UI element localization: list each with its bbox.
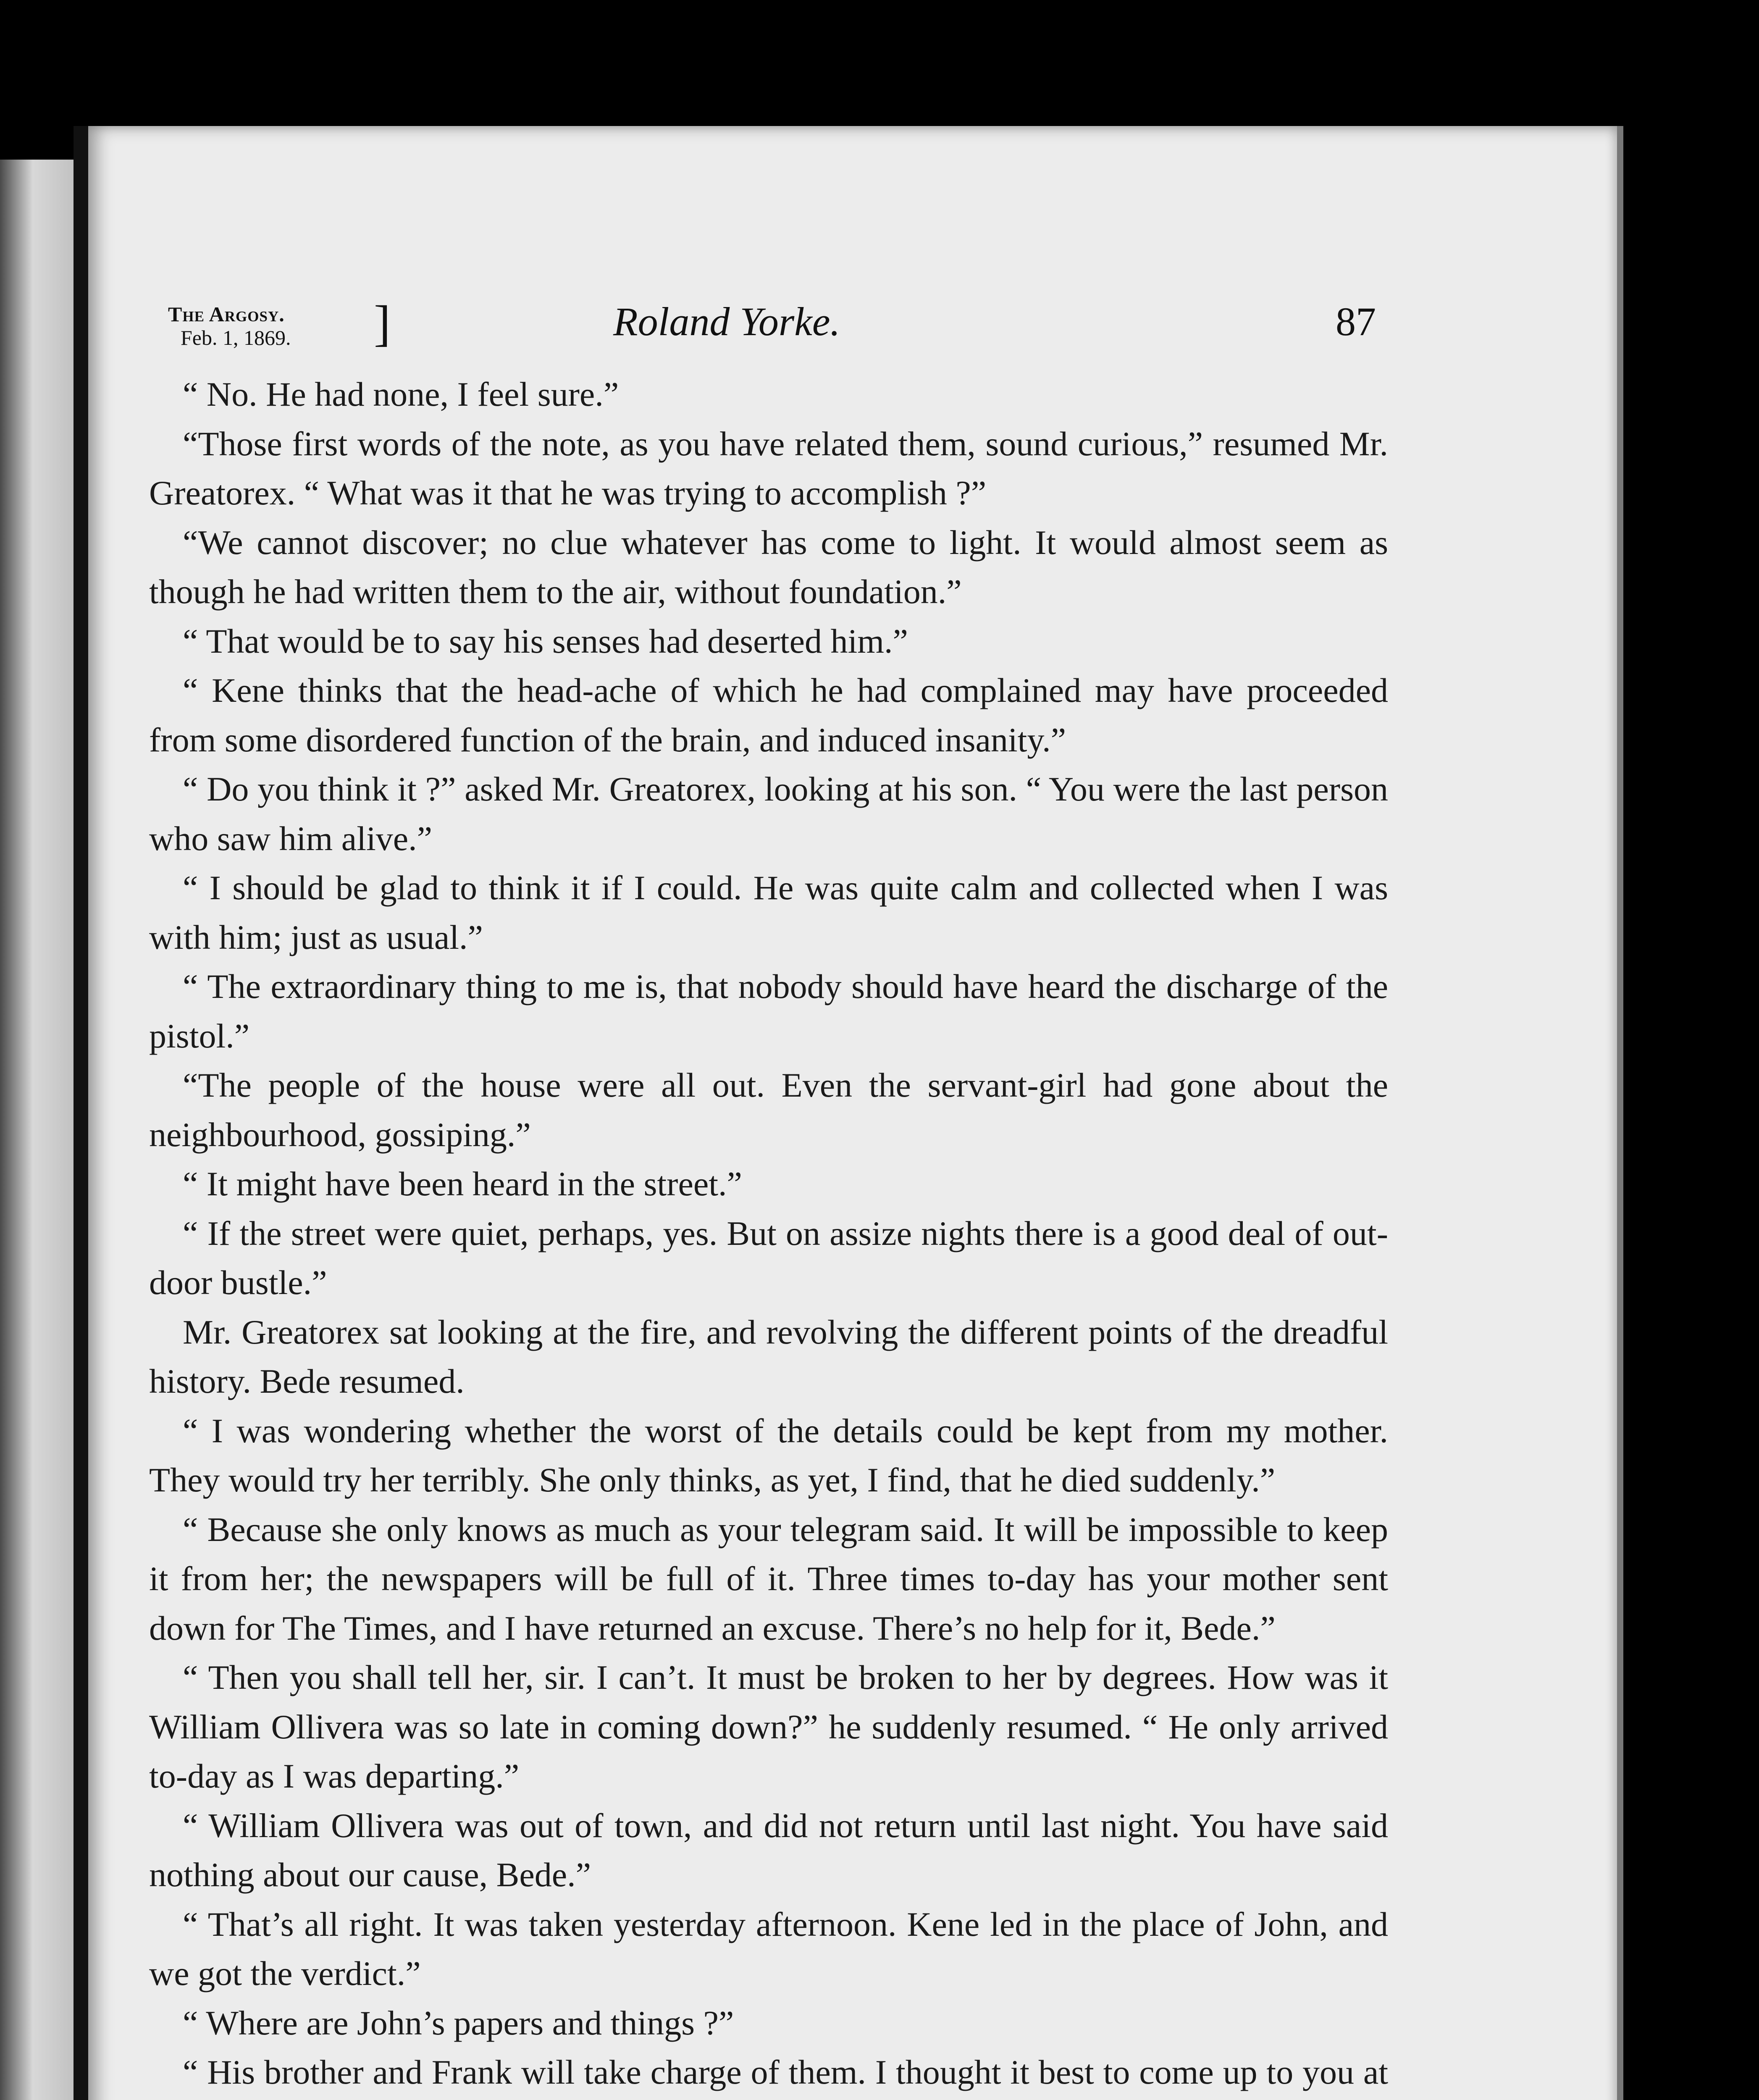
- body-text: [149, 370, 1388, 2100]
- paragraph: “ I should be glad to think it if I could. He was quite calm and collected when I was with him; just as usual.”: [149, 869, 1388, 956]
- running-head: [168, 294, 1386, 370]
- paragraph: “ I was wondering whether the worst of the details could be kept from my mother. They would try her terribly. She only thinks, as yet, I find, that he died suddenly.”: [149, 1411, 1388, 1499]
- header-bracket: ]: [374, 295, 391, 351]
- paragraph: “ If the street were quiet, perhaps, yes. But on assize nights there is a good deal of out-door bustle.”: [149, 1214, 1388, 1302]
- paragraph: “ Then you shall tell her, sir. I can’t. It must be broken to her by degrees. How was it William Ollivera was so late in coming down?” he suddenly resumed. “ He only arrived to-day as I was departing.”: [149, 1658, 1388, 1795]
- paragraph: “The people of the house were all out. Even the servant-girl had gone about the neighbourhood, gossiping.”: [149, 1066, 1388, 1154]
- journal-name: The Argosy.: [168, 302, 285, 326]
- paragraph: “ Kene thinks that the head-ache of which he had complained may have proceeded from some disordered function of the brain, and induced insanity.”: [149, 671, 1388, 759]
- left-page-edge: [0, 160, 82, 2100]
- paragraph: Mr. Greatorex sat looking at the fire, and revolving the different points of the dreadful history. Bede resumed.: [149, 1312, 1388, 1400]
- journal-tag: [168, 302, 291, 349]
- page-number: 87: [1336, 299, 1376, 344]
- journal-date: Feb. 1, 1869.: [181, 326, 291, 349]
- paragraph: “ Do you think it ?” asked Mr. Greatorex, looking at his son. “ You were the last person who saw him alive.”: [149, 770, 1388, 858]
- paragraph: “ It might have been heard in the street.”: [183, 1165, 742, 1203]
- paragraph: “We cannot discover; no clue whatever has come to light. It would almost seem as though he had written them to the air, without foundation.”: [149, 523, 1388, 611]
- paragraph: “ William Ollivera was out of town, and did not return until last night. You have said nothing about our cause, Bede.”: [149, 1806, 1388, 1894]
- paragraph: “ Where are John’s papers and things ?”: [183, 2003, 734, 2042]
- paragraph: “Those first words of the note, as you have related them, sound curious,” resumed Mr. Greatorex. “ What was it that he was trying to accomplish ?”: [149, 424, 1388, 512]
- paragraph: “ That’s all right. It was taken yesterday afternoon. Kene led in the place of John, and we got the verdict.”: [149, 1905, 1388, 1992]
- page-edge-right: [1617, 126, 1623, 2100]
- book-gutter: [74, 126, 90, 2100]
- paragraph: “ His brother and Frank will take charge of them. I thought it best to come up to you at: [183, 2053, 1388, 2091]
- paragraph: “ Because she only knows as much as your telegram said. It will be impossible to keep it from her; the newspapers will be full of it. Three times to-day has your mother sent down for The Times, and I have returned an excuse. There’s no help for it, Bede.”: [149, 1510, 1388, 1647]
- paragraph: “ That would be to say his senses had deserted him.”: [183, 622, 908, 660]
- running-title: Roland Yorke.: [613, 299, 840, 344]
- paragraph: “ The extraordinary thing to me is, that nobody should have heard the discharge of the pistol.”: [149, 967, 1388, 1055]
- paragraph: “ No. He had none, I feel sure.”: [183, 375, 619, 413]
